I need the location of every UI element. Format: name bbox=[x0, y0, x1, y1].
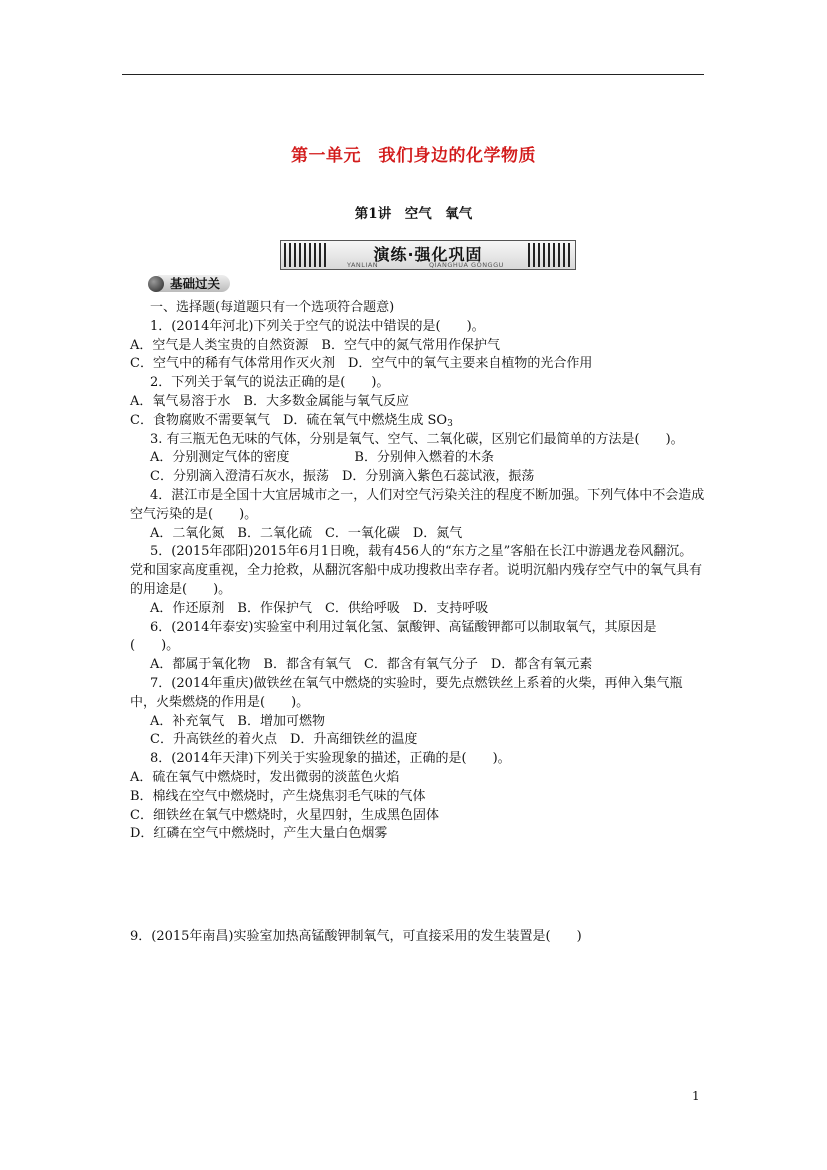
question-stem: 6．(2014年泰安)实验室中利用过氧化氢、氯酸钾、高锰酸钾都可以制取氧气，其原因是( )。 bbox=[130, 619, 657, 654]
section-tag-label: 基础过关 bbox=[158, 275, 230, 292]
question-option: A．作还原剂 B．作保护气 C．供给呼吸 D．支持呼吸 bbox=[150, 600, 489, 616]
question-stem: 9．(2015年南昌)实验室加热高锰酸钾制氧气，可直接采用的发生装置是( ) bbox=[130, 929, 582, 945]
question-option: A．都属于氧化物 B．都含有氧气 C．都含有氧气分子 D．都含有氧元素 bbox=[150, 657, 593, 673]
unit-title: 第一单元 我们身边的化学物质 bbox=[291, 146, 536, 166]
section-tag bbox=[148, 274, 248, 294]
question-option: A．空气是人类宝贵的自然资源 B．空气中的氮气常用作保护气 bbox=[130, 337, 500, 353]
question-stem: 4．湛江市是全国十大宜居城市之一，人们对空气污染关注的程度不断加强。下列气体中不会造成空气污染的是( )。 bbox=[130, 487, 705, 522]
question-stem: 2．下列关于氧气的说法正确的是( )。 bbox=[150, 375, 390, 391]
question-stem: 1．(2014年河北)下列关于空气的说法中错误的是( )。 bbox=[150, 318, 485, 334]
question-stem: 7．(2014年重庆)做铁丝在氧气中燃烧的实验时，要先点燃铁丝上系着的火柴，再伸入集气瓶中，火柴燃烧的作用是( )。 bbox=[130, 675, 683, 710]
subscript: 3 bbox=[447, 418, 453, 429]
question-option: C．细铁丝在氧气中燃烧时，火星四射，生成黑色固体 bbox=[130, 807, 439, 823]
question-option: A．分别测定气体的密度 B．分别伸入燃着的木条 bbox=[150, 450, 494, 466]
question-option: C．空气中的稀有气体常用作灭火剂 D．空气中的氧气主要来自植物的光合作用 bbox=[130, 356, 593, 372]
question-option: A．氧气易溶于水 B．大多数金属能与氧气反应 bbox=[130, 393, 409, 409]
header-rule bbox=[122, 74, 704, 75]
question-stem: 3. 有三瓶无色无味的气体，分别是氧气、空气、二氧化碳，区别它们最简单的方法是( )。 bbox=[150, 431, 684, 447]
question-stem: 8．(2014年天津)下列关于实验现象的描述，正确的是( )。 bbox=[150, 751, 511, 767]
practice-banner bbox=[280, 240, 576, 270]
question-option: C．食物腐败不需要氧气 D．硫在氧气中燃烧生成 $SO_3$ bbox=[130, 412, 453, 429]
section-heading: 一、选择题(每道题只有一个选项符合题意) bbox=[150, 300, 395, 315]
page-number: 1 bbox=[692, 1089, 700, 1103]
question-option: B．棉线在空气中燃烧时，产生烧焦羽毛气味的气体 bbox=[130, 788, 426, 804]
lesson-title: 第1讲 空气 氧气 bbox=[354, 206, 473, 222]
question-option: A．硫在氧气中燃烧时，发出微弱的淡蓝色火焰 bbox=[130, 769, 400, 785]
question-option: D．红磷在空气中燃烧时，产生大量白色烟雾 bbox=[130, 826, 388, 842]
question-option: A．补充氧气 B．增加可燃物 bbox=[150, 713, 325, 729]
banner-pinyin-right: QIANGHUA GONGGU bbox=[429, 261, 504, 269]
question-stem: 5．(2015年邵阳)2015年6月1日晚，载有456人的“东方之星”客船在长江中游遇龙卷风翻沉。党和国家高度重视，全力抢救，从翻沉客船中成功搜救出幸存者。说明沉船内残存空气中的氧气具有的用途是( )。 bbox=[130, 544, 703, 597]
question-option: A．二氧化氮 B．二氧化硫 C．一氧化碳 D．氮气 bbox=[150, 525, 463, 541]
bullet-circle-icon bbox=[148, 276, 164, 292]
banner-pinyin-left: YANLIAN bbox=[347, 261, 379, 269]
banner-title: 演练·强化巩固 bbox=[373, 245, 483, 264]
question-option: C．升高铁丝的着火点 D．升高细铁丝的温度 bbox=[150, 732, 418, 748]
question-option: C．分别滴入澄清石灰水，振荡 D．分别滴入紫色石蕊试液，振荡 bbox=[150, 469, 535, 485]
question-body bbox=[130, 299, 705, 947]
blank-space bbox=[130, 844, 705, 928]
